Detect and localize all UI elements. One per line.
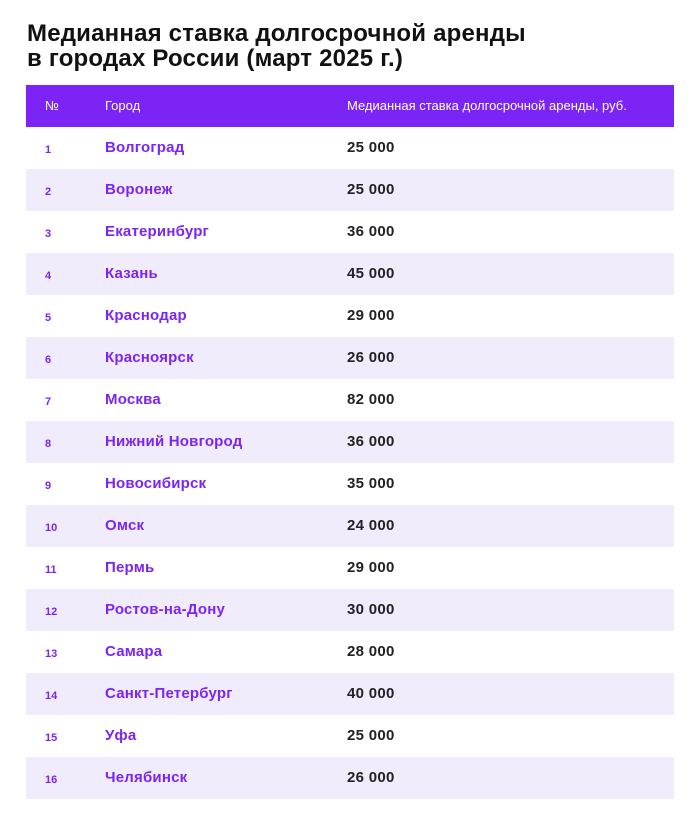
table-row [26, 379, 674, 421]
column-header-number: № [45, 98, 59, 113]
city-name: Новосибирск [105, 475, 207, 492]
rent-rate: 25 000 [347, 139, 395, 156]
table-row [26, 421, 674, 463]
column-header-city: Город [105, 98, 141, 113]
rent-rate: 30 000 [347, 601, 395, 618]
row-number: 7 [45, 396, 52, 408]
rent-rate: 36 000 [347, 433, 395, 450]
table-row [26, 631, 674, 673]
rent-rate: 29 000 [347, 307, 395, 324]
table-row [26, 547, 674, 589]
title-line-2: в городах России (март 2025 г.) [27, 45, 404, 72]
row-number: 6 [45, 354, 52, 366]
city-name: Нижний Новгород [105, 433, 243, 450]
city-name: Волгоград [105, 139, 185, 156]
city-name: Ростов-на-Дону [105, 601, 226, 618]
rent-rate: 24 000 [347, 517, 395, 534]
row-number: 1 [45, 144, 52, 156]
table-row [26, 715, 674, 757]
table-row [26, 589, 674, 631]
rent-rate: 26 000 [347, 349, 395, 366]
city-name: Красноярск [105, 349, 194, 366]
row-number: 9 [45, 480, 52, 492]
row-number: 16 [45, 774, 58, 786]
row-number: 5 [45, 312, 52, 324]
title-line-1: Медианная ставка долгосрочной аренды [27, 20, 526, 47]
row-number: 14 [45, 690, 58, 702]
city-name: Воронеж [105, 181, 173, 198]
table-row [26, 337, 674, 379]
city-name: Екатеринбург [105, 223, 210, 240]
city-name: Челябинск [105, 769, 188, 786]
table-row [26, 673, 674, 715]
row-number: 10 [45, 522, 58, 534]
table-body [26, 127, 674, 799]
table-row [26, 757, 674, 799]
rent-rate: 35 000 [347, 475, 395, 492]
rent-table [26, 85, 674, 799]
page-title [27, 21, 526, 71]
table-row [26, 505, 674, 547]
city-name: Санкт-Петербург [105, 685, 233, 702]
table-row [26, 211, 674, 253]
row-number: 8 [45, 438, 52, 450]
rent-rate: 40 000 [347, 685, 395, 702]
row-number: 3 [45, 228, 52, 240]
row-number: 11 [45, 564, 57, 576]
table-row [26, 463, 674, 505]
row-number: 15 [45, 732, 58, 744]
city-name: Пермь [105, 559, 155, 576]
rent-rate: 25 000 [347, 727, 395, 744]
rent-rate: 45 000 [347, 265, 395, 282]
rent-rate: 28 000 [347, 643, 395, 660]
table-header [26, 85, 674, 127]
city-name: Омск [105, 517, 145, 534]
rent-rate: 82 000 [347, 391, 395, 408]
rent-rate: 36 000 [347, 223, 395, 240]
city-name: Краснодар [105, 307, 187, 324]
column-header-rate: Медианная ставка долгосрочной аренды, руб. [347, 98, 627, 113]
row-number: 13 [45, 648, 58, 660]
table-row [26, 169, 674, 211]
row-number: 12 [45, 606, 58, 618]
rent-rate: 29 000 [347, 559, 395, 576]
city-name: Москва [105, 391, 161, 408]
row-number: 2 [45, 186, 52, 198]
rent-rate: 25 000 [347, 181, 395, 198]
table-row [26, 253, 674, 295]
rent-rate: 26 000 [347, 769, 395, 786]
table-row [26, 127, 674, 169]
city-name: Казань [105, 265, 158, 282]
city-name: Уфа [105, 727, 137, 744]
city-name: Самара [105, 643, 163, 660]
row-number: 4 [45, 270, 52, 282]
table-row [26, 295, 674, 337]
